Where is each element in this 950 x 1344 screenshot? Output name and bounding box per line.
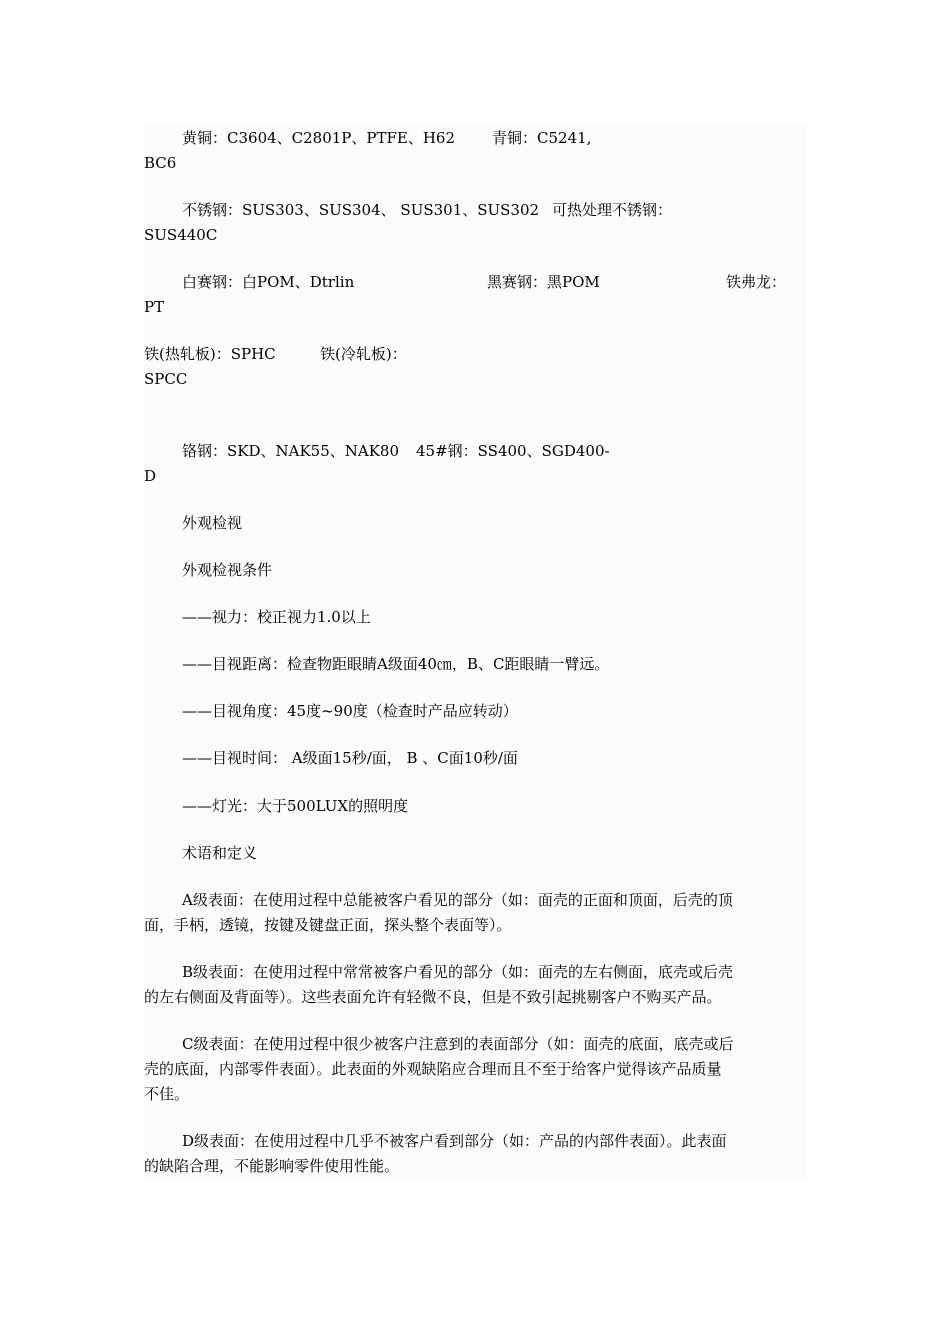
hot-rolled-line: 铁(热轧板)：SPHC	[144, 345, 276, 363]
steel-45-line: 45#钢：SS400、SGD400-	[416, 442, 610, 460]
white-pom-line: 白赛钢：白POM、Dtrlin	[182, 273, 355, 291]
condition-vision: ——视力：校正视力1.0以上	[182, 608, 371, 626]
inspection-heading: 外观检视	[182, 514, 243, 532]
document-body	[144, 124, 806, 1178]
b-surface-line-1: B级表面：在使用过程中常常被客户看见的部分（如：面壳的左右侧面，底壳或后壳	[182, 963, 734, 981]
condition-angle: ——目视角度：45度~90度（检查时产品应转动）	[182, 702, 518, 720]
condition-time: ——目视时间： A级面15秒/面， B 、C面10秒/面	[182, 749, 518, 767]
inspection-conditions-heading: 外观检视条件	[182, 561, 273, 579]
b-surface-line-2: 的左右侧面及背面等）。这些表面允许有轻微不良，但是不致引起挑剔客户不购买产品。	[144, 988, 722, 1006]
bronze-label: 青铜：C5241,	[492, 129, 592, 147]
brass-line: 黄铜：C3604、C2801P、PTFE、H62	[182, 129, 456, 147]
heat-treatable-label: 可热处理不锈钢：	[552, 201, 673, 219]
c-surface-line-2: 壳的底面，内部零件表面）。此表面的外观缺陷应合理而且不至于给客户觉得该产品质量	[144, 1060, 722, 1078]
heat-treatable-value: SUS440C	[144, 226, 218, 244]
steel-45-continued: D	[144, 467, 157, 485]
d-surface-line-2: 的缺陷合理，不能影响零件使用性能。	[144, 1157, 400, 1175]
condition-distance: ——目视距离：检查物距眼睛A级面40㎝，B、C距眼睛一臂远。	[182, 655, 610, 673]
d-surface-line-1: D级表面：在使用过程中几乎不被客户看到部分（如：产品的内部件表面）。此表面	[182, 1132, 727, 1150]
cold-rolled-value: SPCC	[144, 370, 188, 388]
c-surface-line-1: C级表面：在使用过程中很少被客户注意到的表面部分（如：面壳的底面，底壳或后	[182, 1035, 734, 1053]
cold-rolled-label: 铁(冷轧板)：	[320, 345, 407, 363]
a-surface-line-2: 面，手柄，透镜，按键及键盘正面，探头整个表面等）。	[144, 916, 512, 934]
black-pom-line: 黑赛钢：黑POM	[487, 273, 600, 291]
stainless-line: 不锈钢：SUS303、SUS304、 SUS301、SUS302	[182, 201, 540, 219]
condition-lighting: ——灯光：大于500LUX的照明度	[182, 797, 409, 815]
c-surface-line-3: 不佳。	[144, 1085, 190, 1103]
chrome-steel-line: 铬钢：SKD、NAK55、NAK80	[182, 442, 400, 460]
teflon-label: 铁弗龙：	[726, 273, 787, 291]
a-surface-line-1: A级表面：在使用过程中总能被客户看见的部分（如：面壳的正面和顶面，后壳的顶	[182, 891, 733, 909]
bronze-value: BC6	[144, 154, 177, 172]
teflon-value: PT	[144, 298, 165, 316]
terms-heading: 术语和定义	[182, 844, 258, 862]
